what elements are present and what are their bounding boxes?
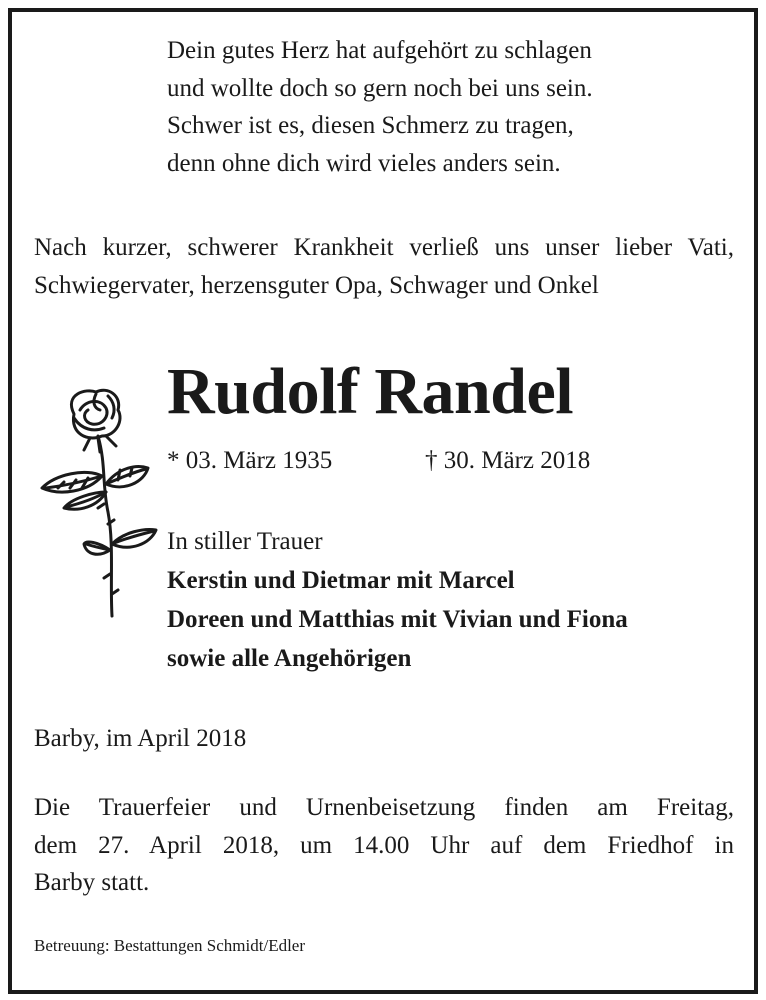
intro-text: Nach kurzer, schwerer Krankheit verließ uns unser lieber Vati, Schwiegervater, herzensguter Opa, Schwager und Onkel [34,234,734,299]
poem-line: Dein gutes Herz hat aufgehört zu schlagen [167,37,592,64]
death-date: † 30. März 2018 [425,447,591,474]
mourner-line: Doreen und Matthias mit Vivian und Fiona [167,606,628,633]
funeral-line: Die Trauerfeier und Urnenbeisetzung finden am Freitag, [34,794,734,821]
poem-line: und wollte doch so gern noch bei uns sein. [167,74,593,102]
funeral-line: Barby statt. [34,869,150,896]
place-date: Barby, im April 2018 [34,725,247,752]
mourning-intro: In stiller Trauer [167,528,323,555]
rose-icon [36,384,160,624]
mourner-line: Kerstin und Dietmar mit Marcel [167,567,515,594]
deceased-name: Rudolf Randel [167,355,574,428]
mourner-line: sowie alle Angehörigen [167,645,412,672]
poem-line: Schwer ist es, diesen Schmerz zu tragen, [167,112,574,139]
poem [167,32,727,182]
funeral-home-credit: Betreuung: Bestattungen Schmidt/Edler [34,936,306,955]
poem-line: denn ohne dich wird vieles anders sein. [167,149,561,177]
mourners-block [167,522,747,678]
birth-date: * 03. März 1935 [167,447,333,474]
funeral-line: dem 27. April 2018, um 14.00 Uhr auf dem Friedhof in [34,831,734,859]
funeral-info [34,789,734,902]
life-dates [167,442,591,479]
